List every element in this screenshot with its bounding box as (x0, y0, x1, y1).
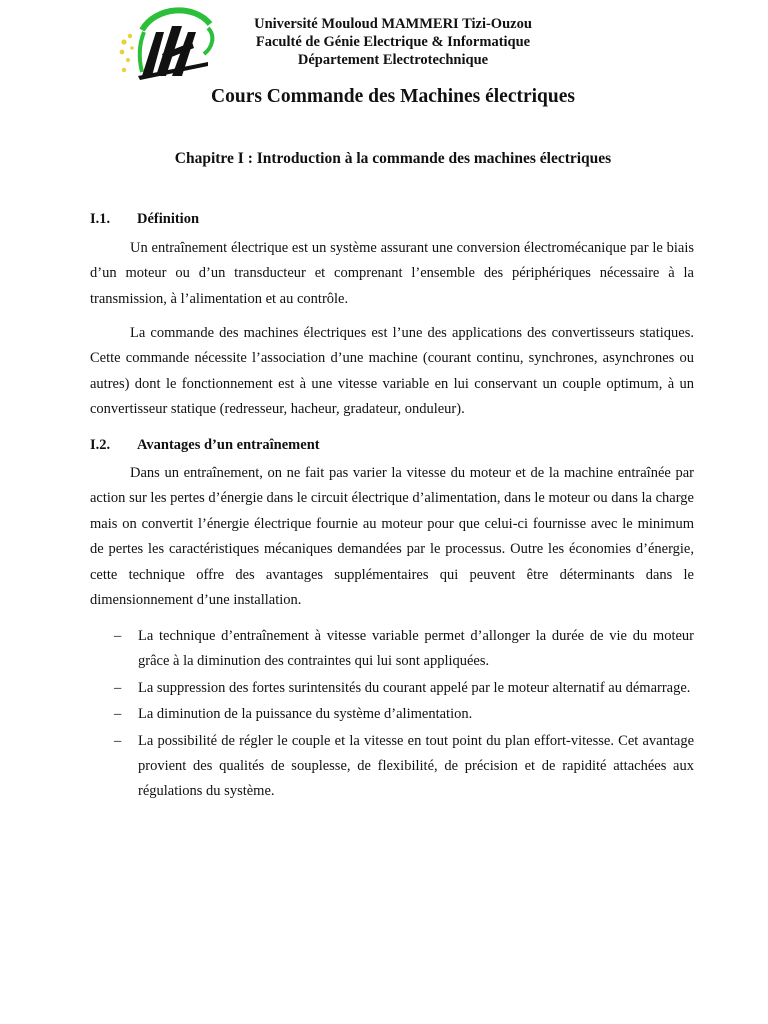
bullet-dash: – (114, 706, 122, 723)
chapter-title: Chapitre I : Introduction à la commande des machines électriques (174, 150, 612, 167)
list-item (90, 729, 694, 805)
list-item-text: La possibilité de régler le couple et la vitesse en tout point du plan effort-vitesse. Cet avantage provient des qualités de souplesse, de flexibilité, de précision et de rapidité attachées aux régulations du système. (138, 732, 694, 800)
university-logo-icon (112, 2, 220, 80)
advantages-list (90, 624, 694, 806)
list-item (90, 624, 694, 675)
paragraph: La commande des machines électriques est l’une des applications des convertisseurs statiques. Cette commande nécessite l’association d’une machine (courant continu, synchrones, asynchrones ou autres) dont le fonctionnement est à une vitesse variable en lui conservant un couple optimum, à un convertisseur statique (redresseur, hacheur, gradateur, onduleur). (90, 325, 694, 418)
bullet-dash: – (114, 679, 122, 696)
university-header (228, 15, 558, 69)
paragraph: Dans un entraînement, on ne fait pas varier la vitesse du moteur et de la machine entraînée par action sur les pertes d’énergie dans le circuit électrique d’alimentation, dans le moteur ou dans la charge mais on convertit l’énergie électrique fournie au moteur pour que celui-ci fournisse avec le minimum de pertes les caractéristiques mécaniques demandées par le processus. Outre les économies d’énergie, cette technique offre des avantages supplémentaires qui peuvent être déterminants dans le dimensionnement d’une installation. (90, 465, 694, 609)
section-number: I.1. (90, 211, 111, 227)
faculty-name: Faculté de Génie Electrique & Informatique (255, 34, 531, 50)
section-heading-definition (90, 211, 199, 228)
course-title: Cours Commande des Machines électriques (211, 86, 575, 107)
section-title: Avantages d’un entraînement (137, 437, 320, 453)
list-item (90, 702, 694, 727)
paragraph: Un entraînement électrique est un système assurant une conversion électromécanique par le biais d’un moteur ou d’un transducteur et comprenant l’ensemble des périphériques nécessaire à la transmission, à l’alimentation et au contrôle. (90, 240, 694, 307)
department-name: Département Electrotechnique (297, 52, 489, 68)
section-heading-avantages (90, 437, 320, 454)
list-item-text: La technique d’entraînement à vitesse variable permet d’allonger la durée de vie du moteur grâce à la diminution des contraintes qui lui sont appliquées. (138, 628, 694, 670)
section-title: Définition (137, 211, 200, 227)
bullet-dash: – (114, 628, 122, 644)
list-item-text: La suppression des fortes surintensités du courant appelé par le moteur alternatif au démarrage. (138, 679, 691, 696)
list-item-text: La diminution de la puissance du système d’alimentation. (138, 706, 473, 723)
university-name: Université Mouloud MAMMERI Tizi-Ouzou (254, 16, 532, 32)
list-item (90, 676, 694, 701)
bullet-dash: – (114, 732, 122, 749)
section-number: I.2. (90, 437, 111, 453)
